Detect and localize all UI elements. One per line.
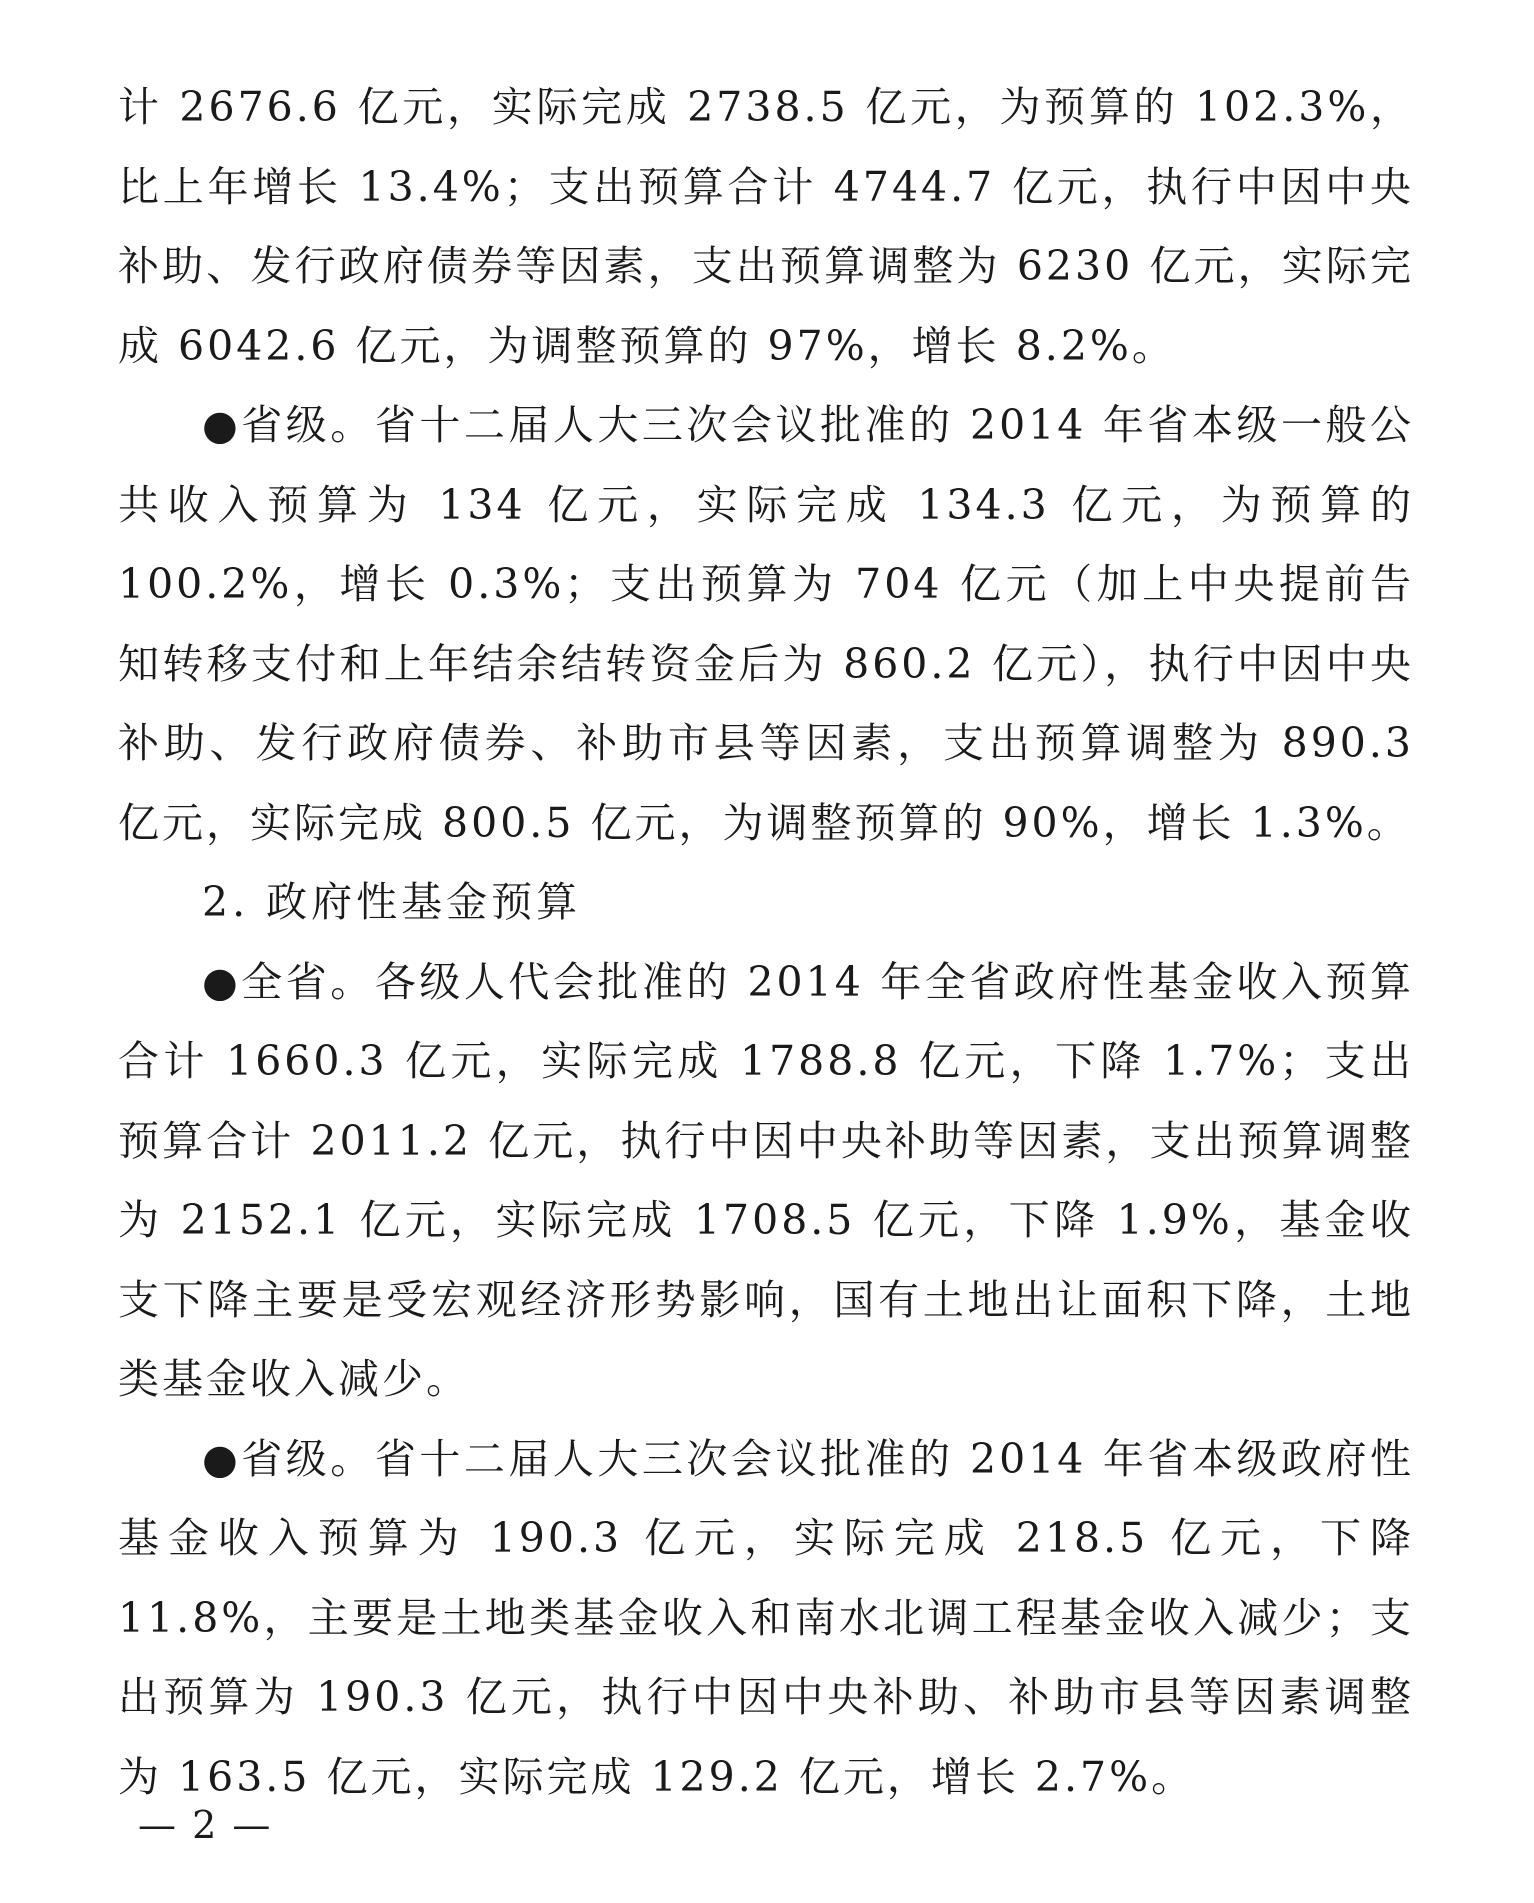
section-heading-government-fund-budget: 2. 政府性基金预算 — [202, 878, 582, 926]
paragraph-provincial-general-budget: ●省级。省十二届人大三次会议批准的 2014 年省本级一般公共收入预算为 134 亿元，实际完成 134.3 亿元，为预算的 100.2%，增长 0.3%；支出预算为 704 亿元（加上中央提前告知转移支付和上年结余结转资金后为 860.2 亿元），执行中因中央补助、发行政府债券、补助市县等因素，支出预算调整为 890.3 亿元，实际完成 800.5 亿元，为调整预算的 90%，增长 1.3%。 — [118, 401, 1414, 847]
page-number: — 2 — — [138, 1803, 273, 1847]
paragraph-province-wide-fund-budget: ●全省。各级人代会批准的 2014 年全省政府性基金收入预算合计 1660.3 亿元，实际完成 1788.8 亿元，下降 1.7%；支出预算合计 2011.2 亿元，执行中因中央补助等因素，支出预算调整为 2152.1 亿元，实际完成 1708.5 亿元，下降 1.9%，基金收支下降主要是受宏观经济形势影响，国有土地出让面积下降，土地类基金收入减少。 — [118, 957, 1414, 1403]
paragraph-provincial-fund-budget: ●省级。省十二届人大三次会议批准的 2014 年省本级政府性基金收入预算为 190.3 亿元，实际完成 218.5 亿元，下降 11.8%，主要是土地类基金收入和南水北调工程基金收入减少；支出预算为 190.3 亿元，执行中因中央补助、补助市县等因素调整为 163.5 亿元，实际完成 129.2 亿元，增长 2.7%。 — [118, 1434, 1414, 1801]
paragraph-general-budget-continued: 计 2676.6 亿元，实际完成 2738.5 亿元，为预算的 102.3%，比上年增长 13.4%；支出预算合计 4744.7 亿元，执行中因中央补助、发行政府债券等因素，支出预算调整为 6230 亿元，实际完成 6042.6 亿元，为调整预算的 97%，增长 8.2%。 — [118, 83, 1414, 370]
body-text — [118, 68, 1414, 1817]
